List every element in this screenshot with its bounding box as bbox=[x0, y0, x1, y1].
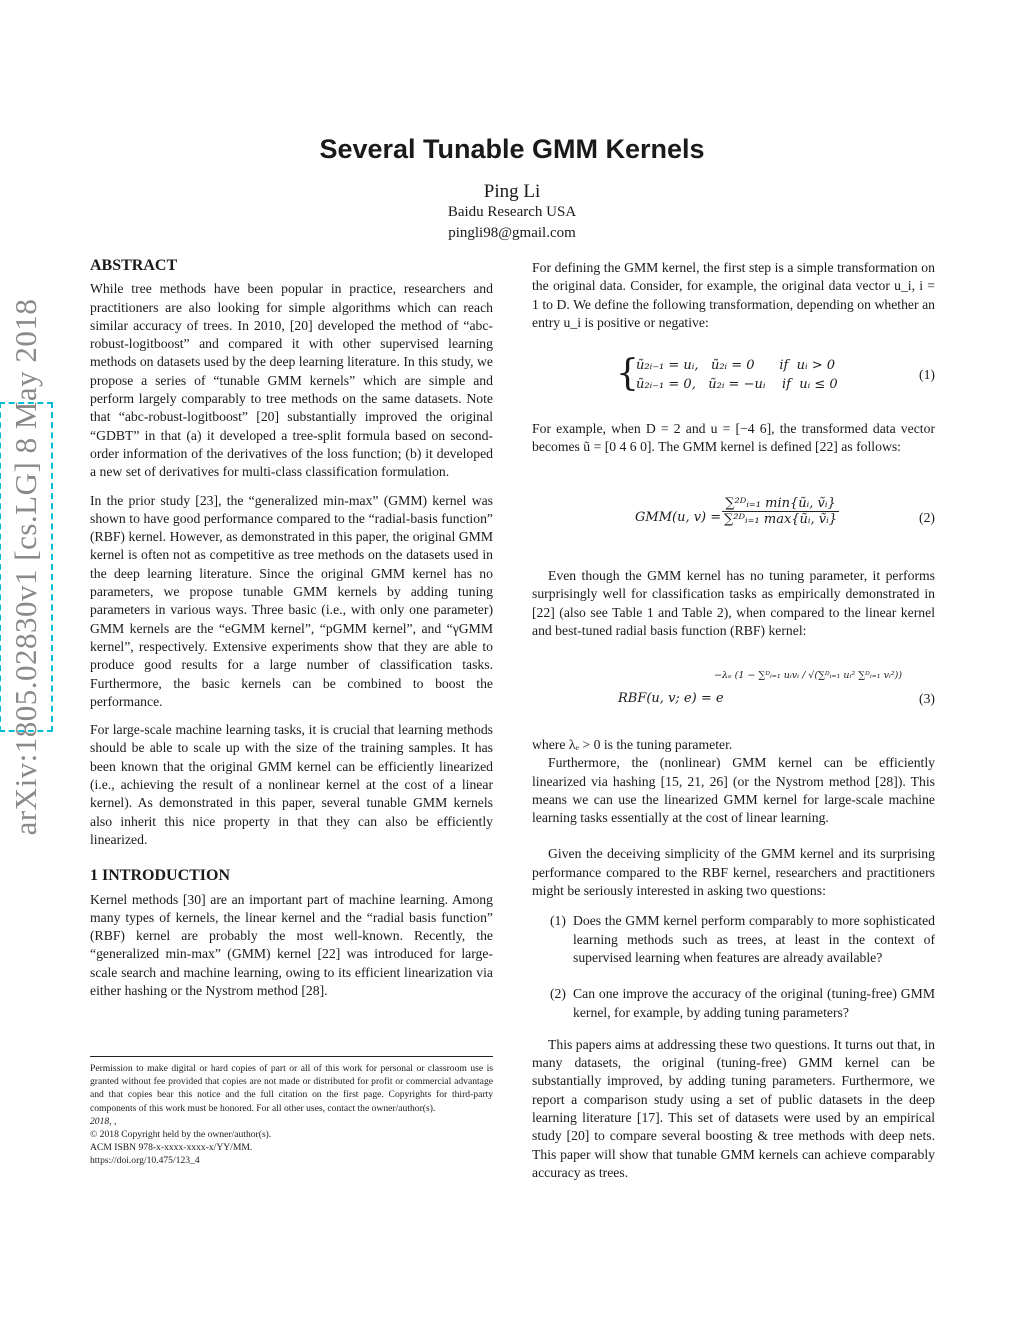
equation-3-lhs: RBF(u, v; e) = e bbox=[618, 691, 724, 706]
author-name: Ping Li bbox=[483, 181, 541, 202]
equation-2-fraction bbox=[722, 496, 839, 527]
abstract-paragraph: For large-scale machine learning tasks, it is crucial that learning methods should be able to scale up with the size of the training samples. It has been known that the original GMM kernel can be efficiently linearized (i.e., achieving the result of a nonlinear kernel at the cost of a linear kernel). As demonstrated in this paper, several tunable GMM kernels also inherit this nice property in that they can also be efficiently linearized. bbox=[90, 722, 493, 847]
abstract-paragraph: While tree methods have been popular in practice, researchers and practitioners are also looking for simple algorithms which can reach similar accuracy of trees. In 2010, [20] developed the method of “abc-robust-logitboost” and compared it with other supervised learning methods on datasets used by the deep learning literature. In this study, we propose a series of “tunable GMM kernels” which are simple and perform largely comparably to tree methods on the same datasets. Note that “abc-robust-logitboost” [20] substantially improved the original “GDBT” in that (a) it developed a tree-split formula based on second-order information of the derivatives of the loss function; (b) it developed a new set of derivatives for multi-class classification formulation. bbox=[90, 281, 493, 480]
equation-2 bbox=[532, 496, 935, 542]
doi-link[interactable]: https://doi.org/10.475/123_4 bbox=[90, 1155, 200, 1167]
list-item-number: (1) bbox=[550, 913, 566, 929]
copyright-line: © 2018 Copyright held by the owner/author(s). bbox=[90, 1129, 272, 1141]
permission-notice: Permission to make digital or hard copies of part or all of this work for personal or classroom use is granted without fee provided that copies are not made or distributed for profit or commercial advantage and that copies bear this notice and the full citation on the first page. Copyrights for third-party components of this work must be honored. For all other uses, contact the owner/author(s). bbox=[90, 1063, 493, 1114]
equation-2-numerator: ∑²ᴰᵢ₌₁ min{ũᵢ, ṽᵢ} bbox=[722, 496, 839, 512]
equation-1: { ũ₂ᵢ₋₁ = uᵢ, ũ₂ᵢ = 0 if uᵢ > 0 ũ₂ᵢ₋₁ = 0, ũ₂ᵢ = −uᵢ if uᵢ ≤ 0 (1) bbox=[616, 353, 935, 394]
right-column bbox=[532, 567, 935, 650]
equation-number: (2) bbox=[919, 510, 935, 525]
intro-heading: 1 INTRODUCTION bbox=[90, 867, 231, 885]
right-column bbox=[532, 259, 935, 342]
equation-3-exponent: −λₑ (1 − ∑ᴰᵢ₌₁ uᵢvᵢ / √(∑ᴰᵢ₌₁ uᵢ² ∑ᴰᵢ₌₁ vᵢ²)) bbox=[714, 670, 903, 681]
equation-1-row: ũ₂ᵢ₋₁ = 0, ũ₂ᵢ = −uᵢ if uᵢ ≤ 0 bbox=[636, 377, 838, 392]
abstract-paragraph: In the prior study [23], the “generalized min-max” (GMM) kernel was shown to have good performance compared to the “radial-basis function” (RBF) kernel. However, as demonstrated in this paper, the original GMM kernel is often not as competitive as tree methods on the datasets used in the deep learning literature. Since the original GMM kernel has no parameters, we propose tunable GMM kernels by adding tuning parameters in various ways. Three basic (i.e., with only one parameter) GMM kernels are the “eGMM kernel”, “pGMM kernel”, and “γGMM kernel”, respectively. Extensive experiments show that they are able to produce good results for a large number of classification tasks. Furthermore, the basic kernels can be combined to boost the performance. bbox=[90, 492, 493, 709]
equation-2-lhs: GMM(u, v) = bbox=[635, 510, 722, 525]
isbn-line: ACM ISBN 978-x-xxxx-xxxx-x/YY/MM. bbox=[90, 1142, 253, 1154]
body-paragraph: For example, when D = 2 and u = [−4 6], the transformed data vector becomes ũ = [0 4 6 0]. The GMM kernel is defined [22] as follows: bbox=[532, 421, 935, 455]
body-paragraph: where λₑ > 0 is the tuning parameter. bbox=[532, 737, 733, 752]
paper-title: Several Tunable GMM Kernels bbox=[319, 134, 705, 164]
equation-3 bbox=[532, 664, 935, 714]
list-item-text: Does the GMM kernel perform comparably to more sophisticated learning methods such as trees, at least in the context of supervised learning when features are already available? bbox=[573, 913, 935, 965]
abstract-heading: ABSTRACT bbox=[90, 257, 178, 274]
equation-number: (1) bbox=[919, 367, 935, 382]
question-list bbox=[532, 912, 935, 1021]
footnote bbox=[90, 1062, 493, 1168]
body-paragraph: This papers aims at addressing these two questions. It turns out that, in many datasets, the original (tuning-free) GMM kernel can be substantially improved, by adding tuning parameters. Furthermore, we report a comparison study using a set of public datasets in the deep learning literature [17]. This set of datasets were used by an empirical study [20] to compare several boosting & tree methods with deep nets. This paper will show that tunable GMM kernels can achieve comparably accuracy as trees. bbox=[532, 1036, 935, 1180]
author-email[interactable]: pingli98@gmail.com bbox=[448, 225, 576, 241]
equation-number: (3) bbox=[919, 691, 935, 706]
intro-paragraph: Kernel methods [30] are an important part of machine learning. Among many types of kernels, the linear kernel and the “radial basis function” (RBF) kernel are probably the most well-known. Recently, the “generalized min-max” (GMM) kernel [22] was introduced for large-scale search and machine learning, owing to its efficient linearization via either hashing or the Nystrom method [28]. bbox=[90, 891, 493, 998]
list-item-text: Can one improve the accuracy of the original (tuning-free) GMM kernel, for example, by adding tuning parameters? bbox=[573, 986, 935, 1020]
footnote-year: 2018, , bbox=[90, 1115, 117, 1127]
body-paragraph: Even though the GMM kernel has no tuning parameter, it performs surprisingly well for classification tasks as empirically demonstrated in [22] (also see Table 1 and Table 2), when compared to the linear kernel and best-tuned radial basis function (RBF) kernel: bbox=[532, 568, 935, 638]
list-item-number: (2) bbox=[550, 986, 566, 1002]
author-affiliation: Baidu Research USA bbox=[447, 204, 577, 220]
equation-2-denominator: ∑²ᴰᵢ₌₁ max{ũᵢ, ṽᵢ} bbox=[724, 512, 838, 527]
arxiv-stamp: arXiv:1805.02830v1 [cs.LG] 8 May 2018 bbox=[0, 402, 53, 732]
body-paragraph: For defining the GMM kernel, the first step is a simple transformation on the original data. Consider, for example, the original data vector u_i, i = 1 to D. We define the following transformation, depending on whether an entry u_i is positive or negative: bbox=[532, 260, 935, 330]
right-column bbox=[532, 736, 935, 1192]
list-item bbox=[532, 985, 935, 1022]
right-column bbox=[532, 420, 935, 467]
equation-1-row: ũ₂ᵢ₋₁ = uᵢ, ũ₂ᵢ = 0 if uᵢ > 0 bbox=[636, 358, 836, 373]
footnote-rule bbox=[90, 1056, 493, 1057]
body-paragraph: Given the deceiving simplicity of the GMM kernel and its surprising performance compared to the RBF kernel, researchers and practitioners might be seriously interested in asking two questions: bbox=[532, 846, 935, 899]
list-item bbox=[532, 912, 935, 967]
left-column bbox=[90, 257, 493, 1010]
body-paragraph: Furthermore, the (nonlinear) GMM kernel can be efficiently linearized via hashing [15, 21, 26] (or the Nystrom method [28]). This means we can use the linearized GMM kernel for large-scale machine learning tasks essentially at the cost of linear learning. bbox=[532, 755, 935, 826]
